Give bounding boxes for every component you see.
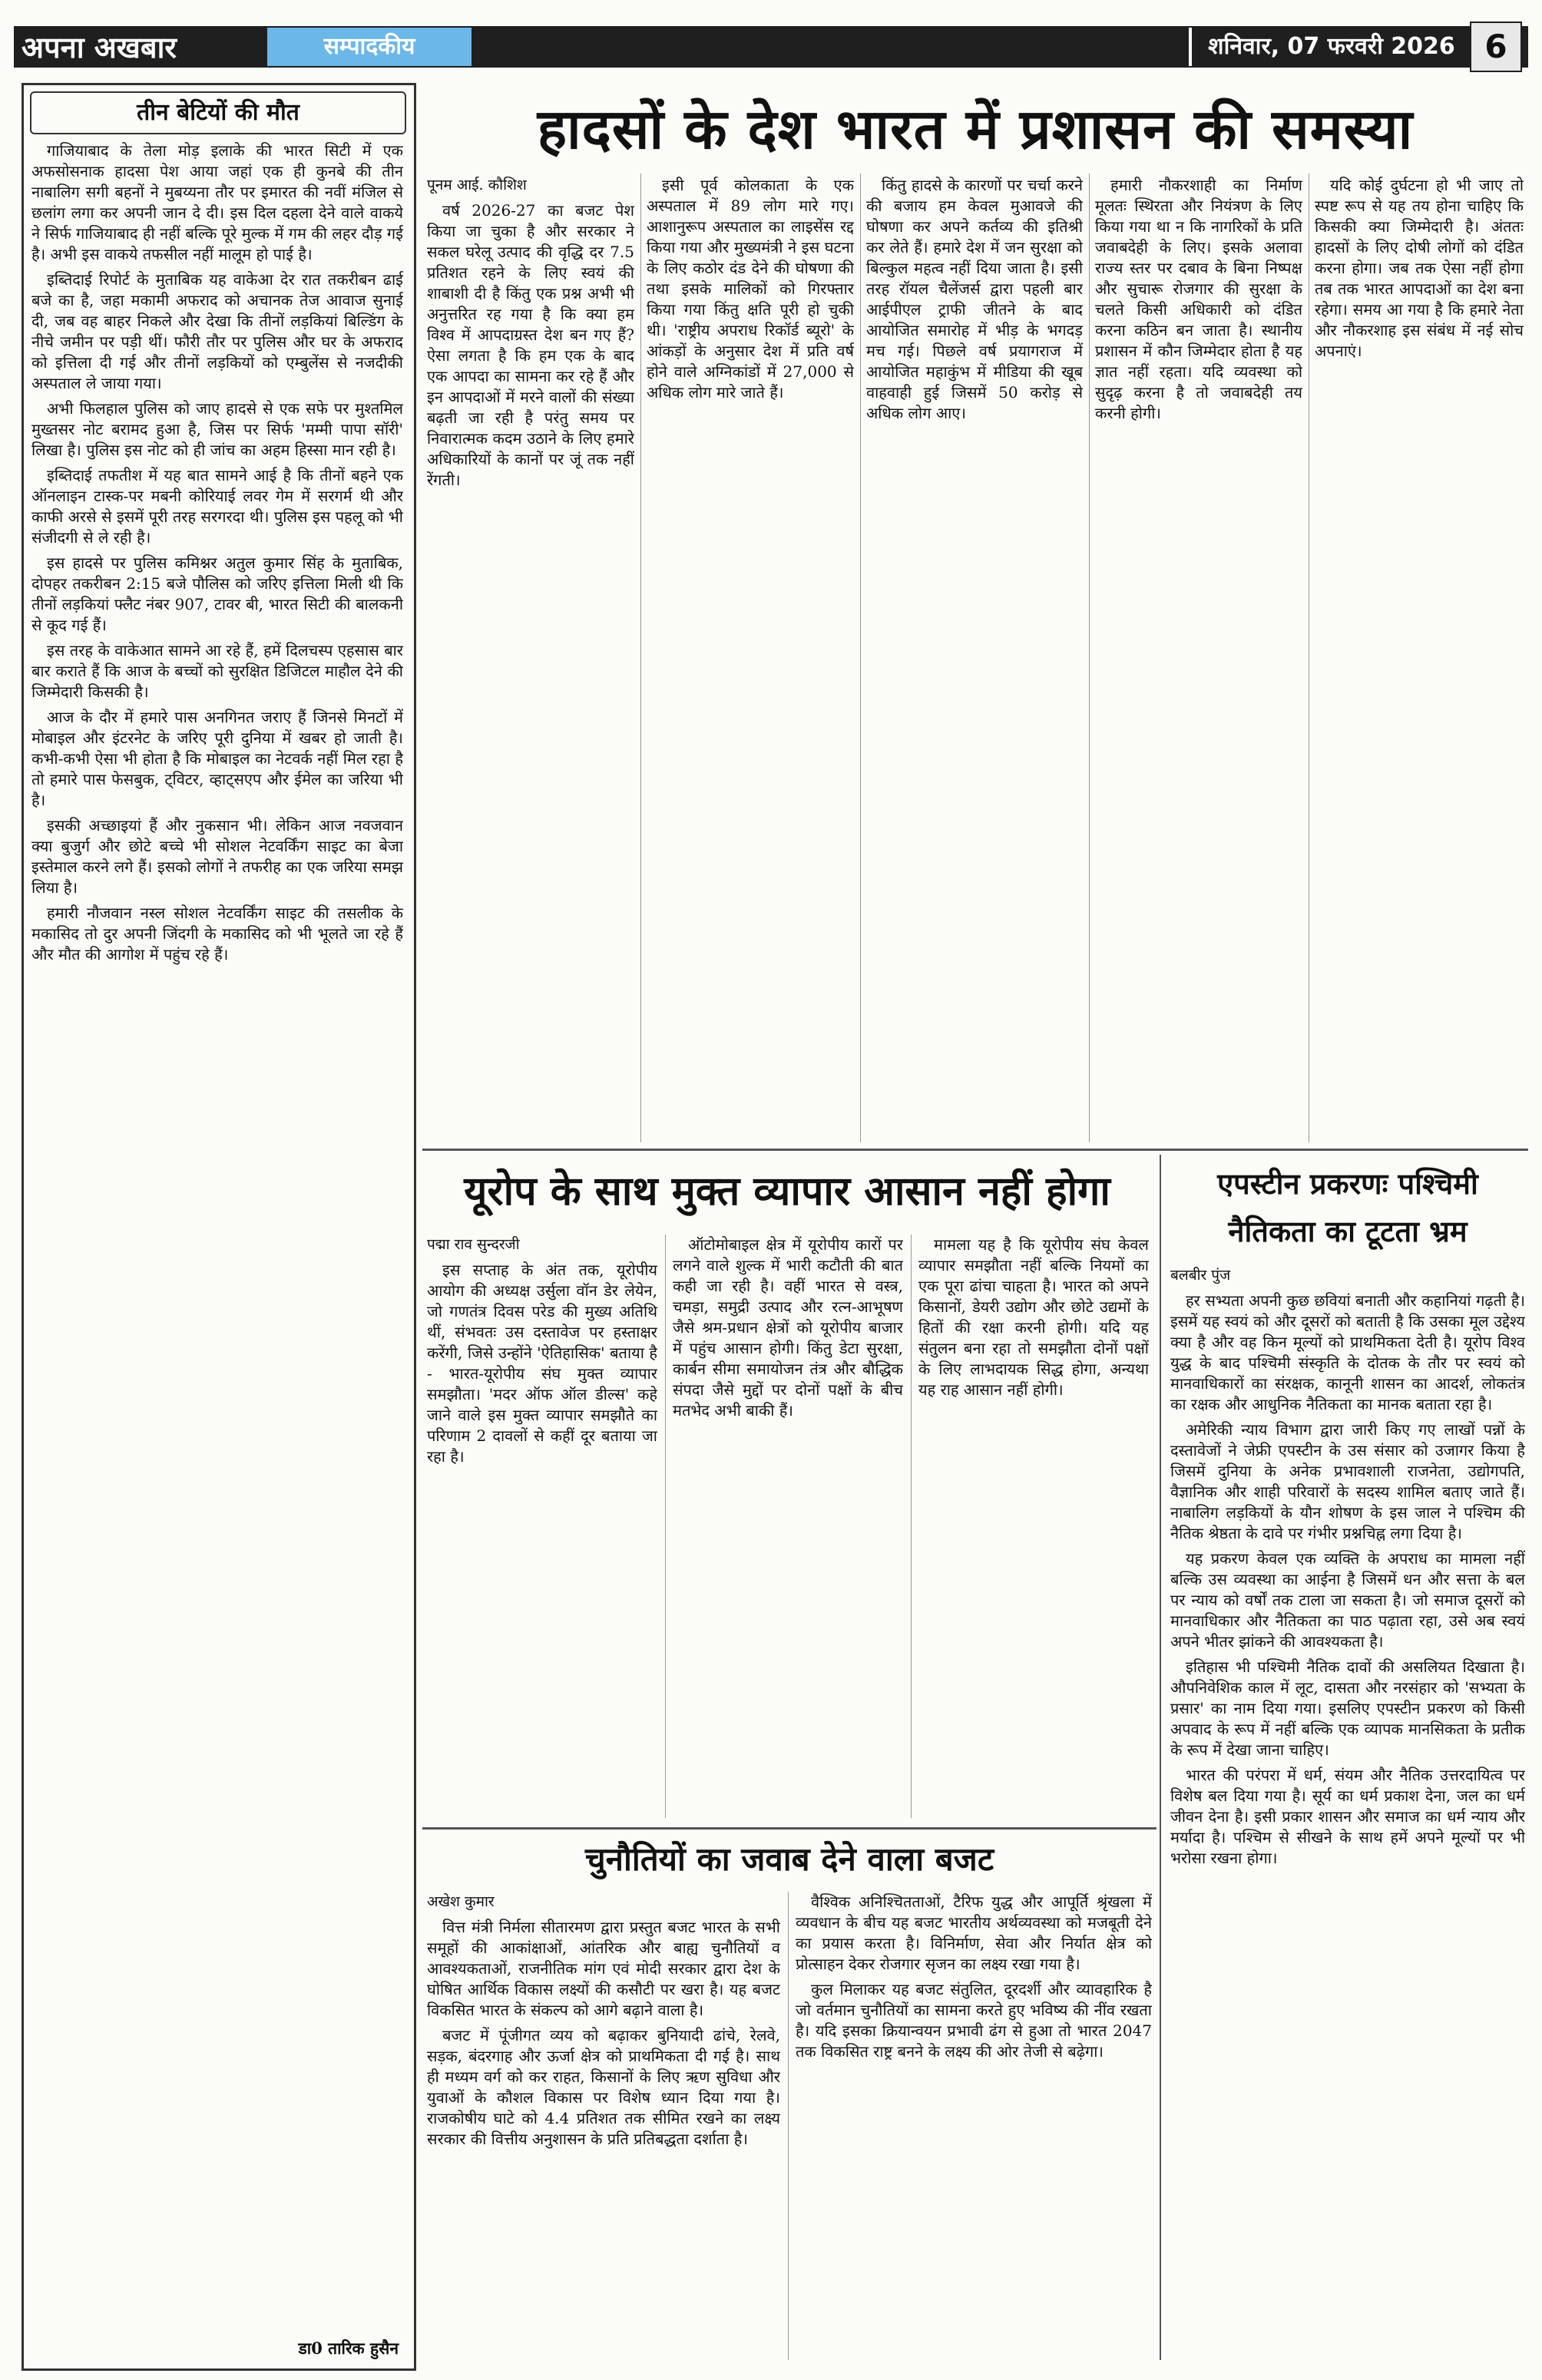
paragraph: वित्त मंत्री निर्मला सीतारमण द्वारा प्रस्तुत बजट भारत के सभी समूहों की आकांक्षाओं, आंतरिक और बाह्य चुनौतियों व आवश्यकताओं, राजनीतिक मांग एवं मोदी सरकार द्वारा देश के घोषित आर्थिक विकास लक्ष्यों की कसौटी पर खरा है। यह बजट विकसित भारत के संकल्प को आगे बढ़ाने वाला है। — [427, 1918, 780, 2019]
section-divider — [422, 1149, 1528, 1151]
page-number: 6 — [1470, 21, 1522, 72]
main-content-area — [422, 83, 1528, 2366]
epstein-article-title-line-1: एपस्टीन प्रकरणः पश्चिमी — [1217, 1167, 1478, 1201]
eu-article-byline: पद्मा राव सुन्दरजी — [427, 1236, 520, 1253]
budget-article-title: चुनौतियों का जवाब देने वाला बजट — [584, 1840, 994, 1878]
left-article-body — [31, 140, 403, 2321]
paragraph: वर्ष 2026-27 का बजट पेश किया जा चुका है और सरकार ने सकल घरेलू उत्पाद की वृद्धि दर 7.5 प्रतिशत रहने के लिए स्वयं की शाबाशी दी है किंतु एक प्रश्न अभी भी अनुत्तरित रह गया है कि क्या हम विश्व में आपदाग्रस्त देश बन गए हैं? ऐसा लगता है कि हम एक के बाद एक आपदा का सामना कर रहे हैं और इन आपदाओं में मरने वालों की संख्या बढ़ती जा रही है परंतु समय पर निवारात्मक कदम उठाने के लिए हमारे अधिकारियों के कानों पर जूं तक नहीं रेंगती। — [427, 201, 634, 489]
paragraph: यह प्रकरण केवल एक व्यक्ति के अपराध का मामला नहीं बल्कि उस व्यवस्था का आईना है जिसमें धन और सत्ता के बल पर न्याय को वर्षों तक टाला जा सकता है। जो समाज दूसरों को मानवाधिकार और नैतिकता का पाठ पढ़ाता रहा, उसे अब स्वयं अपने भीतर झांकने की आवश्यकता है। — [1170, 1549, 1525, 1651]
lead-article-byline: पूनम आई. कौशिश — [427, 177, 527, 193]
paragraph: बजट में पूंजीगत व्यय को बढ़ाकर बुनियादी ढांचे, रेलवे, सड़क, बंदरगाह और ऊर्जा क्षेत्र को प्राथमिकता दी गई है। साथ ही मध्यम वर्ग को कर राहत, किसानों के लिए ऋण सुविधा और युवाओं के कौशल विकास पर विशेष ध्यान दिया गया है। राजकोषीय घाटे को 4.4 प्रतिशत तक सीमित रखने का लक्ष्य सरकार की वित्तीय अनुशासन के प्रति प्रतिबद्धता दर्शाता है। — [427, 2026, 780, 2148]
paragraph: इसकी अच्छाइयां हैं और नुकसान भी। लेकिन आज नवजवान क्या बुजुर्ग और छोटे बच्चे भी सोशल नेटवर्किंग साइट का बेजा इस्तेमाल करने लगे हैं। इसको लोगों ने तफरीह का एक जरिया समझ लिया है। — [31, 816, 403, 897]
paragraph: मामला यह है कि यूरोपीय संघ केवल व्यापार समझौता नहीं बल्कि नियमों का एक पूरा ढांचा चाहता है। भारत को अपने किसानों, डेयरी उद्योग और छोटे उद्यमों के हितों की रक्षा करनी होगी। यदि यह संतुलन बना रहा तो समझौता दोनों पक्षों के लिए लाभदायक सिद्ध होगा, अन्यथा यह राह आसान नहीं होगी। — [918, 1235, 1149, 1399]
paragraph: अमेरिकी न्याय विभाग द्वारा जारी किए गए लाखों पन्नों के दस्तावेजों ने जेफ्री एपस्टीन के उस संसार को उजागर किया है जिसमें दुनिया के अनेक प्रभावशाली राजनेता, उद्योगपति, वैज्ञानिक और शाही परिवारों के सदस्य शामिल बताए जाते हैं। नाबालिग लड़कियों के यौन शोषण के इस जाल ने पश्चिम की नैतिक श्रेष्ठता के दावे पर गंभीर प्रश्नचिह्न लगा दिया है। — [1170, 1420, 1525, 1542]
paragraph: हमारी नौजवान नस्ल सोशल नेटवर्किंग साइट की तसलीक के मकासिद तो दुर अपनी जिंदगी के मकासिद को भी भूलते जा रहे हैं और मौत की आगोश में पहुंच रहे हैं। — [31, 904, 403, 964]
paragraph: हर सभ्यता अपनी कुछ छवियां बनाती और कहानियां गढ़ती है। इसमें यह स्वयं को और दूसरों को बताती है कि उसका मूल उद्देश्य क्या है और वह किन मूल्यों को प्राथमिकता देती है। यूरोप विश्व युद्ध के बाद पश्चिमी संस्कृति के दोतक के तौर पर स्वयं को मानवाधिकारों का संरक्षक, कानूनी शासन का आदर्श, लोकतंत्र का रक्षक और आधुनिक नैतिकता का मानक बताता रहा है। — [1170, 1291, 1525, 1413]
lead-article-column-1 — [427, 175, 634, 1142]
eu-article-column-1 — [427, 1235, 657, 1818]
paragraph: ऑटोमोबाइल क्षेत्र में यूरोपीय कारों पर लगने वाले शुल्क में भारी कटौती की बात कही जा रही है। वहीं भारत से वस्त्र, चमड़ा, समुद्री उत्पाद और रत्न-आभूषण जैसे श्रम-प्रधान क्षेत्रों को यूरोपीय बाजार में पहुंच आसान होगी। किंतु डेटा सुरक्षा, कार्बन सीमा समायोजन तंत्र और बौद्धिक संपदा जैसे मुद्दों पर दोनों पक्षों के बीच मतभेद अभी बाकी हैं। — [673, 1235, 903, 1420]
column-divider — [860, 174, 861, 1142]
column-divider — [665, 1235, 666, 1818]
newspaper-name: अपना अखबार — [22, 31, 177, 64]
epstein-article-body — [1170, 1265, 1525, 2355]
column-divider — [1089, 174, 1090, 1142]
paragraph: इतिहास भी पश्चिमी नैतिक दावों की असलियत दिखाता है। औपनिवेशिक काल में लूट, दासता और नरसंहार को 'सभ्यता के प्रसार' का नाम दिया गया। इसलिए एपस्टीन प्रकरण को किसी अपवाद के रूप में नहीं बल्कि एक व्यापक मानसिकता के प्रतीक के रूप में देखा जाना चाहिए। — [1170, 1658, 1525, 1759]
lead-article-column-4 — [1095, 175, 1302, 1142]
paragraph: इस हादसे पर पुलिस कमिश्नर अतुल कुमार सिंह के मुताबिक, दोपहर तकरीबन 2:15 बजे पौलिस को जरिए इत्तिला मिली थी कि तीनों लड़कियां फ्लैट नंबर 907, टावर बी, भारत सिटी की बालकनी से कूद गई हैं। — [31, 554, 403, 634]
epstein-article-title-line-2: नैतिकता का टूटता भ्रम — [1228, 1215, 1468, 1248]
paragraph: कुल मिलाकर यह बजट संतुलित, दूरदर्शी और व्यावहारिक है जो वर्तमान चुनौतियों का सामना करते हुए भविष्य की नींव रखता है। यदि इसका क्रियान्वयन प्रभावी ढंग से हुआ तो भारत 2047 तक विकसित राष्ट्र बनने के लक्ष्य की ओर तेजी से बढ़ेगा। — [796, 1980, 1152, 2061]
lead-article-column-3 — [866, 175, 1083, 1142]
paragraph: इब्तिदाई रिपोर्ट के मुताबिक यह वाकेआ देर रात तकरीबन ढाई बजे का है, जहा मकामी अफराद को अचानक तेज आवाज सुनाई दी, जब वह बाहर निकले और देखा कि तीनों लड़कियां बिल्डिंग के नीचे जमीन पर पड़ी थीं। फौरी तौर पर पुलिस और घर के अफराद को इत्तिला दी गई और तीनों लड़कियों को एम्बुलेंस से नजदीकी अस्पताल ले जाया गया। — [31, 270, 403, 392]
column-divider — [1160, 1155, 1161, 2360]
lead-article-column-5 — [1315, 175, 1524, 1142]
paragraph: इस सप्ताह के अंत तक, यूरोपीय आयोग की अध्यक्ष उर्सुला वॉन डेर लेयेन, जो गणतंत्र दिवस परेड की मुख्य अतिथि थीं, संभवतः उस दस्तावेज पर हस्ताक्षर करेंगी, जिसे उन्होंने 'ऐतिहासिक' बताया है - भारत-यूरोपीय संघ मुक्त व्यापार समझौता। 'मदर ऑफ ऑल डील्स' कहे जाने वाले इस मुक्त व्यापार समझौते का परिणाम 2 दावलों से कहीं दूर बताया जा रहा है। — [427, 1261, 657, 1466]
paragraph: वैश्विक अनिश्चितताओं, टैरिफ युद्ध और आपूर्ति श्रृंखला में व्यवधान के बीच यह बजट भारतीय अर्थव्यवस्था को मजबूती देने का प्रयास करता है। विनिर्माण, सेवा और निर्यात क्षेत्र को प्रोत्साहन देकर रोजगार सृजन का लक्ष्य रखा गया है। — [796, 1892, 1152, 1973]
paragraph: इसी पूर्व कोलकाता के एक अस्पताल में 89 लोग मारे गए। आशानुरूप अस्पताल का लाइसेंस रद्द किया गया और मुख्यमंत्री ने इस घटना के लिए कठोर दंड देने की घोषणा की तथा इसके मालिकों को गिरफ्तार किया गया किंतु क्षति पूरी हो चुकी थी। 'राष्ट्रीय अपराध रिकॉर्ड ब्यूरो' के आंकड़ों के अनुसार देश में प्रति वर्ष होने वाले अग्निकांडों में 27,000 से अधिक लोग मारे जाते हैं। — [647, 176, 854, 402]
column-divider — [788, 1892, 789, 2360]
lead-article-title: हादसों के देश भारत में प्रशासन की समस्या — [537, 97, 1414, 161]
paragraph: इब्तिदाई तफतीश में यह बात सामने आई है कि तीनों बहने एक ऑनलाइन टास्क-पर मबनी कोरियाई लवर गेम में सरगर्म थी और काफी अरसे से इसमें पूरी तरह सरगरदा थी। पुलिस इस पहलू को भी संजीदगी से ले रही है। — [31, 466, 403, 547]
paragraph: आज के दौर में हमारे पास अनगिनत जराए हैं जिनसे मिनटों में मोबाइल और इंटरनेट के जरिए पूरी दुनिया में खबर हो जाती है। कभी-कभी ऐसा भी होता है कि मोबाइल का नेटवर्क नहीं मिल रहा है तो हमारे पास फेसबुक, ट्विटर, व्हाट्सएप और ईमेल का जरिया भी है। — [31, 708, 403, 809]
eu-article-column-3 — [918, 1235, 1149, 1818]
paragraph: भारत की परंपरा में धर्म, संयम और नैतिक उत्तरदायित्व पर विशेष बल दिया गया है। सूर्य का धर्म प्रकाश देना, जल का धर्म जीवन देना है। इसी प्रकार शासन और समाज का धर्म न्याय और मर्यादा है। पश्चिम से सीखने के साथ हमें अपने मूल्यों पर भी भरोसा रखना होगा। — [1170, 1766, 1525, 1867]
section-label: सम्पादकीय — [267, 28, 472, 66]
left-article-title: तीन बेटियों की मौत — [30, 91, 406, 134]
paragraph: यदि कोई दुर्घटना हो भी जाए तो स्पष्ट रूप से यह तय होना चाहिए कि किसकी क्या जिम्मेदारी है। अंततः हादसों के लिए दोषी लोगों को दंडित करना होगा। जब तक ऐसा नहीं होगा तब तक भारत आपदाओं का देश बना रहेगा। समय आ गया है कि हमारे नेता और नौकरशाह इस संबंध में नई सोच अपनाएं। — [1315, 176, 1524, 360]
section-divider — [422, 1827, 1156, 1830]
lead-article-column-2 — [647, 175, 854, 1142]
left-column-article — [22, 83, 416, 2371]
budget-article-column-2 — [796, 1892, 1152, 2360]
eu-article-title: यूरोप के साथ मुक्त व्यापार आसान नहीं होगा — [464, 1169, 1110, 1215]
paragraph: अभी फिलहाल पुलिस को जाए हादसे से एक सफे पर मुश्तमिल मुख्तसर नोट बरामद हुआ है, जिस पर सिर्फ 'मम्मी पापा सॉरी' लिखा है। पुलिस इस नोट को ही जांच का अहम हिस्सा मान रही है। — [31, 399, 403, 459]
paragraph: हमारी नौकरशाही का निर्माण मूलतः स्थिरता और नियंत्रण के लिए किया गया था न कि नागरिकों के प्रति जवाबदेही के लिए। इसके अलावा राज्य स्तर पर दबाव के बिना निष्पक्ष और सुचारू रोजगार की सुरक्षा के चलते किसी अधिकारी को दंडित करना कठिन बन जाता है। स्थानीय प्रशासन में कौन जिम्मेदार होता है यह ज्ञात नहीं रहता। यदि व्यवस्था को सुदृढ़ करना है तो जवाबदेही तय करनी होगी। — [1095, 176, 1302, 422]
epstein-article-byline: बलबीर पुंज — [1170, 1267, 1231, 1284]
column-divider — [911, 1235, 912, 1818]
budget-article-byline: अखेश कुमार — [427, 1893, 495, 1910]
budget-article-column-1 — [427, 1892, 780, 2360]
issue-date: शनिवार, 07 फरवरी 2026 — [1189, 28, 1474, 66]
paragraph: किंतु हादसे के कारणों पर चर्चा करने की बजाय हम केवल मुआवजे की घोषणा कर अपने कर्तव्य की इतिश्री कर लेते हैं। हमारे देश में जन सुरक्षा को बिल्कुल महत्व नहीं दिया जाता है। इसी तरह रॉयल चैलेंजर्स द्वारा पहली बार आईपीएल ट्राफी जीतने के बाद आयोजित समारोह में भीड़ के भगदड़ मच गई। पिछले वर्ष प्रयागराज में आयोजित महाकुंभ में मीडिया की खूब वाहवाही हुई जिसमें 50 करोड़ से अधिक लोग आए। — [866, 176, 1083, 422]
paragraph: इस तरह के वाकेआत सामने आ रहे हैं, हमें दिलचस्प एहसास बार बार कराते हैं कि आज के बच्चों को सुरक्षित डिजिटल माहौल देने की जिम्मेदारी किसकी है। — [31, 641, 403, 701]
left-article-author: डा0 तारिक हुसैन — [298, 2339, 399, 2358]
eu-article-column-2 — [673, 1235, 903, 1818]
paragraph: गाजियाबाद के तेला मोड़ इलाके की भारत सिटी में एक अफसोसनाक हादसा पेश आया जहां एक ही कुनबे की तीन नाबालिग सगी बहनों ने मुबय्यना तौर पर इमारत की नवीं मंजिल से छलांग लगा कर अपनी जान दे दी। इस दिल दहला देने वाले वाकये ने सिर्फ गाजियाबाद ही नहीं बल्कि पूरे मुल्क में गम की लहर दौड़ गई है। अभी इस वाकये तफसील नहीं मालूम हो पाई है। — [31, 141, 403, 263]
column-divider — [640, 174, 641, 1142]
